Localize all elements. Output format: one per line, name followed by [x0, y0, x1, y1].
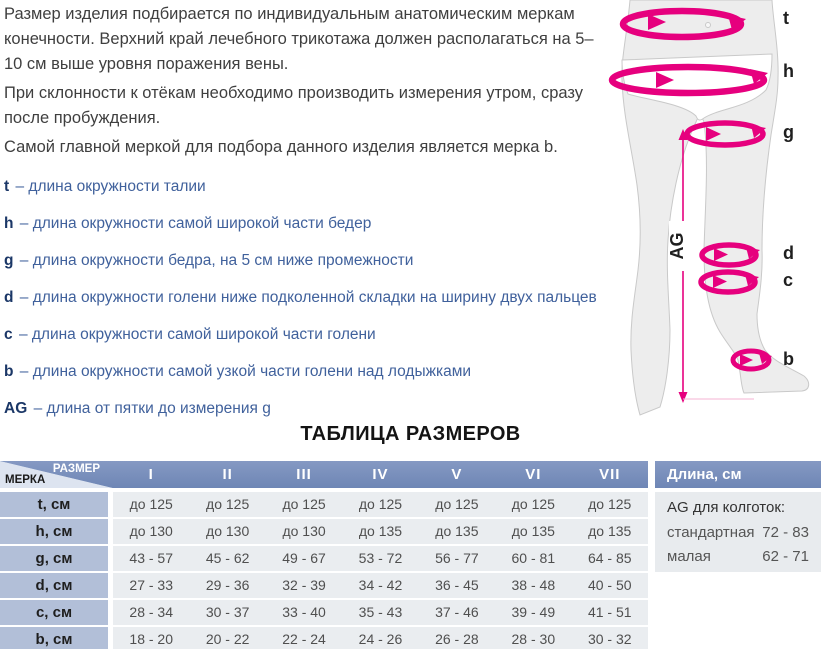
cell: 32 - 39: [282, 577, 326, 593]
column-header-2: II: [222, 466, 233, 483]
measure-desc: – длина окружности самой широкой части голени: [18, 326, 376, 343]
measure-desc: – длина от пятки до измерения g: [33, 400, 271, 417]
cell: до 130: [129, 523, 173, 539]
column-header-3: III: [296, 466, 312, 483]
table-row-g: [0, 546, 648, 571]
column-header-1: I: [148, 466, 154, 483]
cell: 18 - 20: [129, 631, 173, 647]
cell: 41 - 51: [587, 604, 632, 620]
cell: 39 - 49: [511, 604, 556, 620]
cell: до 125: [435, 496, 479, 512]
measure-desc: – длина окружности самой узкой части голени над лодыжками: [19, 363, 472, 380]
table-row-c: [0, 600, 648, 625]
cell: до 125: [588, 496, 632, 512]
intro-text: [4, 2, 608, 427]
cell: 30 - 32: [587, 631, 632, 647]
cell: до 135: [358, 523, 403, 539]
measure-desc: – длина окружности голени ниже подколенной складки на ширину двух пальцев: [19, 289, 597, 306]
cell: 38 - 48: [511, 577, 556, 593]
measure-item-h: [4, 205, 608, 242]
column-header-6: VI: [525, 466, 542, 483]
diagram-label-c: c: [783, 270, 794, 290]
length-panel-header: Длина, см: [655, 461, 821, 488]
measure-key: h: [4, 215, 14, 232]
length-row-value: 72 - 83: [762, 524, 809, 541]
row-values: [113, 519, 648, 544]
length-panel-body: [655, 492, 821, 572]
cell: 56 - 77: [435, 550, 479, 566]
row-values: [113, 546, 648, 571]
measure-key: d: [4, 289, 14, 306]
cell: 29 - 36: [205, 577, 250, 593]
row-label: h, см: [0, 519, 108, 544]
row-values: [113, 600, 648, 625]
row-label: b, см: [0, 627, 108, 649]
table-row-d: [0, 573, 648, 598]
length-row-label: стандартная: [667, 524, 755, 541]
cell: 36 - 45: [435, 577, 479, 593]
row-values: [113, 627, 648, 649]
cell: до 130: [206, 523, 250, 539]
diagram-label-d: d: [783, 243, 794, 263]
cell: 30 - 37: [205, 604, 250, 620]
measure-item-ag: [4, 390, 608, 427]
corner-measure-label: МЕРКА: [5, 474, 46, 486]
cell: до 125: [511, 496, 555, 512]
cell: 64 - 85: [587, 550, 632, 566]
measure-item-b: [4, 353, 608, 390]
highlight-note: Самой главной меркой для подбора данного изделия является мерка b.: [4, 138, 558, 156]
size-table-title: ТАБЛИЦА РАЗМЕРОВ: [300, 423, 521, 445]
measure-key: b: [4, 363, 14, 380]
measure-item-g: [4, 242, 608, 279]
cell: 24 - 26: [358, 631, 403, 647]
measure-key: c: [4, 326, 13, 343]
size-table-header: [0, 461, 648, 488]
navel-dot: [706, 23, 711, 28]
cell: до 135: [435, 523, 479, 539]
length-row-small: [667, 548, 809, 565]
cell: до 125: [206, 496, 250, 512]
measure-item-t: [4, 168, 608, 205]
legs-measurement-diagram: [608, 0, 821, 432]
size-table-body: [0, 492, 648, 649]
cell: 37 - 46: [435, 604, 479, 620]
intro-paragraph-1: Размер изделия подбирается по индивидуальным анатомическим меркам конечности. Верхний край лечебного трикотажа должен располагаться на 5–10 см выше уровня поражения вены.: [4, 5, 594, 73]
measure-desc: – длина окружности самой широкой части бедер: [19, 215, 372, 232]
length-row-label: малая: [667, 548, 711, 565]
cell: 33 - 40: [282, 604, 326, 620]
size-table: [0, 461, 648, 649]
cell: 45 - 62: [205, 550, 250, 566]
ag-arrow-label: AG: [667, 232, 687, 260]
measure-definitions: [4, 168, 608, 427]
measure-key: AG: [4, 400, 28, 417]
column-header-7: VII: [599, 466, 621, 483]
diagram-label-t: t: [783, 8, 789, 28]
row-label: c, см: [0, 600, 108, 625]
row-label: t, см: [0, 492, 108, 517]
table-row-h: [0, 519, 648, 544]
measure-key: g: [4, 252, 14, 269]
cell: до 135: [511, 523, 555, 539]
row-label: g, см: [0, 546, 108, 571]
cell: 22 - 24: [282, 631, 326, 647]
cell: 53 - 72: [358, 550, 403, 566]
cell: 49 - 67: [282, 550, 326, 566]
column-header-5: V: [451, 466, 463, 483]
cell: 43 - 57: [129, 550, 173, 566]
cell: до 130: [282, 523, 326, 539]
length-row-value: 62 - 71: [762, 548, 809, 565]
cell: 40 - 50: [587, 577, 632, 593]
diagram-label-h: h: [783, 61, 794, 81]
cell: 34 - 42: [358, 577, 403, 593]
cell: до 125: [358, 496, 403, 512]
measure-item-d: [4, 279, 608, 316]
cell: до 125: [282, 496, 326, 512]
cell: 20 - 22: [205, 631, 250, 647]
table-row-b: [0, 627, 648, 649]
cell: 28 - 30: [511, 631, 556, 647]
row-values: [113, 573, 648, 598]
corner-cell: [0, 461, 113, 488]
cell: 60 - 81: [511, 550, 556, 566]
cell: до 125: [129, 496, 173, 512]
cell: 35 - 43: [358, 604, 403, 620]
diagram-label-g: g: [783, 122, 794, 142]
length-panel: [655, 461, 821, 572]
length-panel-subtitle: AG для колготок:: [667, 499, 786, 516]
table-row-t: [0, 492, 648, 517]
length-row-standard: [667, 524, 809, 541]
cell: 28 - 34: [129, 604, 173, 620]
cell: 26 - 28: [435, 631, 479, 647]
diagram-label-b: b: [783, 349, 794, 369]
measure-key: t: [4, 178, 10, 195]
measure-item-c: [4, 316, 608, 353]
cell: до 135: [588, 523, 632, 539]
row-values: [113, 492, 648, 517]
row-label: d, см: [0, 573, 108, 598]
measure-desc: – длина окружности талии: [15, 178, 206, 195]
cell: 27 - 33: [129, 577, 173, 593]
intro-paragraph-2: При склонности к отёкам необходимо производить измерения утром, сразу после пробуждения.: [4, 84, 583, 127]
size-columns: [113, 461, 648, 488]
corner-size-label: РАЗМЕР: [52, 463, 100, 475]
column-header-4: IV: [372, 466, 389, 483]
measure-desc: – длина окружности бедра, на 5 см ниже промежности: [19, 252, 414, 269]
